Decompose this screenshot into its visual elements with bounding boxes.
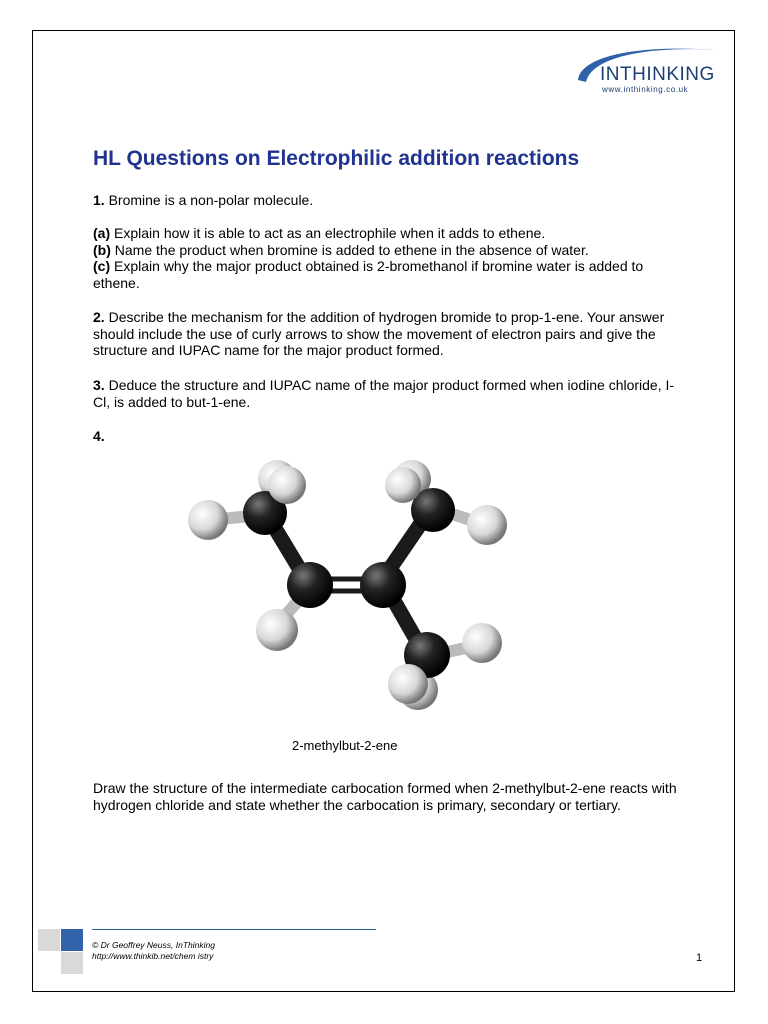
footer-square-grey <box>61 952 83 974</box>
question-number: 1. <box>93 192 105 208</box>
part-text: Explain why the major product obtained is 2-bromethanol if bromine water is added to ethene. <box>93 258 644 291</box>
logo-name: INTHINKING <box>600 64 715 85</box>
question-text: Deduce the structure and IUPAC name of the major product formed when iodine chloride, I-Cl, is added to but-1-ene. <box>93 377 675 410</box>
question-4-number <box>93 428 683 445</box>
footer-credits <box>92 940 215 962</box>
question-1b <box>93 242 683 259</box>
question-3 <box>93 377 683 410</box>
part-label: (b) <box>93 241 111 258</box>
logo-url: www.inthinking.co.uk <box>602 85 689 94</box>
question-2 <box>93 309 683 359</box>
part-label: (c) <box>93 258 111 274</box>
question-text: Describe the mechanism for the addition of hydrogen bromide to prop-1-ene. Your answer should include the use of curly arrows to show the movement of electron pairs and give the structure and IUPAC name for the major product formed. <box>93 309 665 358</box>
molecule-caption: 2-methylbut-2-ene <box>292 738 398 753</box>
question-number: 4. <box>93 428 105 444</box>
question-1-intro <box>93 192 683 209</box>
question-1-parts <box>93 225 683 291</box>
page-number: 1 <box>696 952 703 964</box>
footer-square-blue <box>61 929 83 951</box>
question-4-text: Draw the structure of the intermediate carbocation formed when 2-methylbut-2-ene reacts with hydrogen chloride and state whether the carbocation is primary, secondary or tertiary. <box>93 780 677 813</box>
question-1c <box>93 258 683 291</box>
footer-divider <box>92 929 376 930</box>
footer-copyright: © Dr Geoffrey Neuss, InThinking <box>92 940 215 950</box>
page-title: HL Questions on Electrophilic addition reactions <box>93 147 580 170</box>
part-label: (a) <box>93 225 111 241</box>
question-number: 2. <box>93 309 105 325</box>
question-text: Bromine is a non-polar molecule. <box>108 192 314 208</box>
part-text: Explain how it is able to act as an electrophile when it adds to ethene. <box>114 225 546 241</box>
part-text: Name the product when bromine is added to ethene in the absence of water. <box>114 241 589 258</box>
molecule-model-image <box>175 455 525 725</box>
question-number: 3. <box>93 377 105 393</box>
inthinking-logo <box>570 40 720 100</box>
footer-url: http://www.thinkib.net/chem istry <box>92 951 214 961</box>
question-1a <box>93 225 683 242</box>
footer-square-grey <box>38 929 60 951</box>
